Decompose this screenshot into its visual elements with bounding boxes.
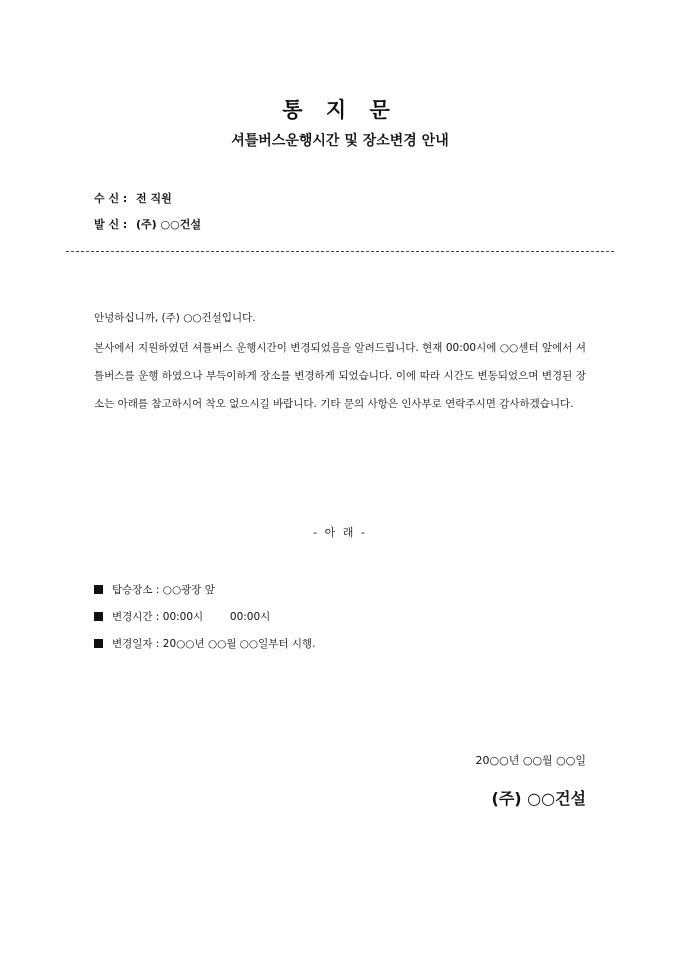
sender-value: (주) ○○건설 [136, 218, 201, 231]
list-item [94, 603, 315, 630]
document-title: 통 지 문 [282, 98, 398, 122]
greeting-paragraph: 안녕하십니까, (주) ○○건설입니다. [94, 312, 256, 324]
changed-time: 변경시간 : 00:00시 00:00시 [112, 611, 271, 623]
list-item [94, 630, 315, 657]
recipient-value: 전 직원 [136, 192, 172, 205]
issue-date: 20○○년 ○○월 ○○일 [475, 754, 586, 767]
section-heading: - 아 래 - [313, 526, 367, 539]
list-item [94, 576, 315, 603]
recipient-row [94, 190, 172, 206]
effective-date: 변경일자 : 20○○년 ○○월 ○○일부터 시행. [112, 638, 316, 650]
document-subtitle: 셔틀버스운행시간 및 장소변경 안내 [231, 133, 449, 149]
square-bullet-icon [94, 639, 103, 648]
sender-label: 발 신 : [94, 218, 128, 231]
recipient-label: 수 신 : [94, 192, 128, 205]
sender-row [94, 216, 201, 232]
body-paragraph: 본사에서 지원하였던 셔틀버스 운행시간이 변경되었음을 알려드립니다. 현재 00:00시에 ○○센터 앞에서 셔틀버스를 운행 하였으나 부득이하게 장소를 변경하게 되었습니다. 이에 따라 시간도 변동되었으며 변경된 장소는 아래를 참고하시어 착오 없으시길 바랍니다. 기타 문의 사항은 인사부로 연락주시면 감사하겠습니다. [94, 342, 586, 410]
body-section [94, 304, 586, 418]
details-list [94, 576, 315, 657]
square-bullet-icon [94, 585, 103, 594]
company-signature: (주) ○○건설 [491, 789, 586, 808]
square-bullet-icon [94, 612, 103, 621]
dashed-divider [66, 251, 614, 252]
boarding-location: 탑승장소 : ○○광장 앞 [112, 584, 215, 596]
